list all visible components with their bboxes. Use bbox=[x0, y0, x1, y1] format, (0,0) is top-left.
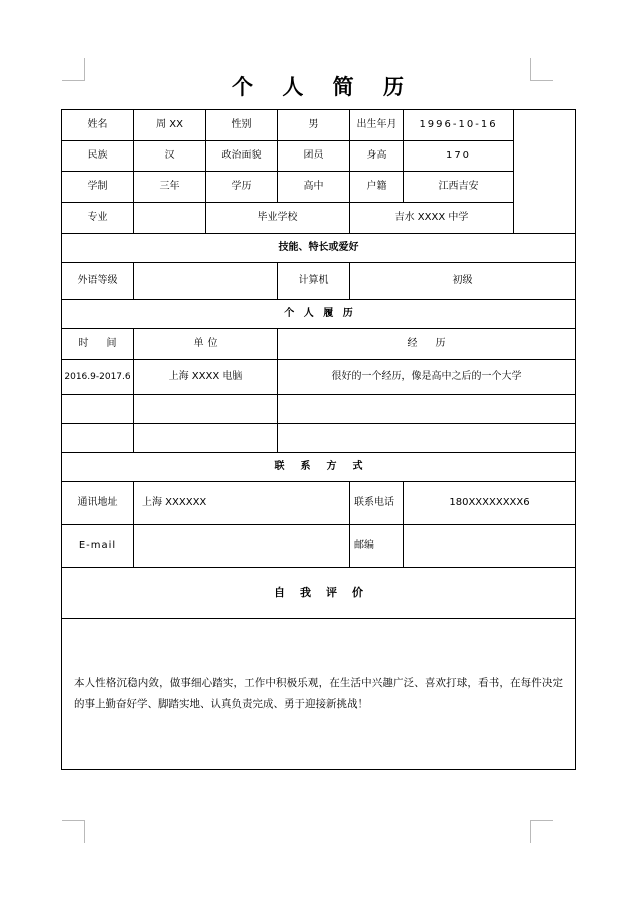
evaluation-body-cell[interactable] bbox=[62, 619, 576, 770]
label-household-registration: 户籍 bbox=[350, 172, 404, 203]
label-foreign-language-level: 外语等级 bbox=[62, 263, 134, 300]
section-heading-experience-label: 个 人 履 历 bbox=[62, 300, 576, 329]
section-heading-skills bbox=[62, 234, 576, 263]
value-experience-time[interactable] bbox=[62, 395, 134, 424]
photo-placeholder-cell[interactable] bbox=[514, 110, 576, 234]
value-computer-skill[interactable]: 初级 bbox=[350, 263, 576, 300]
value-education[interactable]: 高中 bbox=[278, 172, 350, 203]
section-heading-experience bbox=[62, 300, 576, 329]
resume-table bbox=[61, 109, 576, 770]
value-household-registration[interactable]: 江西吉安 bbox=[404, 172, 514, 203]
page-title: 个 人 简 历 bbox=[232, 74, 415, 99]
label-major: 专业 bbox=[62, 203, 134, 234]
label-birth-date: 出生年月 bbox=[350, 110, 404, 141]
label-height: 身高 bbox=[350, 141, 404, 172]
section-heading-skills-label: 技能、特长或爱好 bbox=[62, 234, 576, 263]
label-postcode: 邮编 bbox=[350, 525, 404, 568]
table-row bbox=[62, 203, 576, 234]
value-foreign-language-level[interactable] bbox=[134, 263, 278, 300]
label-email: E-mail bbox=[62, 525, 134, 568]
section-heading-evaluation bbox=[62, 568, 576, 619]
value-school-system[interactable]: 三年 bbox=[134, 172, 206, 203]
value-phone[interactable]: 180XXXXXXXX6 bbox=[404, 482, 576, 525]
label-political-status: 政治面貌 bbox=[206, 141, 278, 172]
value-gender[interactable]: 男 bbox=[278, 110, 350, 141]
table-row bbox=[62, 424, 576, 453]
value-experience-unit[interactable] bbox=[134, 395, 278, 424]
label-address: 通讯地址 bbox=[62, 482, 134, 525]
resume-table-wrapper bbox=[61, 109, 575, 770]
table-row bbox=[62, 395, 576, 424]
value-experience-detail[interactable]: 很好的一个经历，像是高中之后的一个大学 bbox=[278, 360, 576, 395]
section-heading-contact bbox=[62, 453, 576, 482]
crop-mark-bottom-right bbox=[530, 820, 553, 843]
value-name[interactable]: 周 XX bbox=[134, 110, 206, 141]
value-experience-unit[interactable]: 上海 XXXX 电脑 bbox=[134, 360, 278, 395]
value-postcode[interactable] bbox=[404, 525, 576, 568]
value-graduation-school[interactable]: 吉水 XXXX 中学 bbox=[350, 203, 514, 234]
label-education: 学历 bbox=[206, 172, 278, 203]
value-experience-detail[interactable] bbox=[278, 424, 576, 453]
value-experience-unit[interactable] bbox=[134, 424, 278, 453]
value-experience-detail[interactable] bbox=[278, 395, 576, 424]
value-address[interactable]: 上海 XXXXXX bbox=[134, 482, 350, 525]
value-height[interactable]: 170 bbox=[404, 141, 514, 172]
value-major[interactable] bbox=[134, 203, 206, 234]
value-email[interactable] bbox=[134, 525, 350, 568]
table-row bbox=[62, 360, 576, 395]
label-name: 姓名 bbox=[62, 110, 134, 141]
column-header-time: 时 间 bbox=[62, 329, 134, 360]
section-heading-contact-label: 联 系 方 式 bbox=[62, 453, 576, 482]
label-ethnicity: 民族 bbox=[62, 141, 134, 172]
column-header-detail: 经 历 bbox=[278, 329, 576, 360]
value-experience-time[interactable] bbox=[62, 424, 134, 453]
label-phone: 联系电话 bbox=[350, 482, 404, 525]
label-graduation-school: 毕业学校 bbox=[206, 203, 350, 234]
crop-mark-bottom-left bbox=[62, 820, 85, 843]
evaluation-body-row bbox=[62, 619, 576, 770]
table-row bbox=[62, 172, 576, 203]
table-row bbox=[62, 263, 576, 300]
value-political-status[interactable]: 团员 bbox=[278, 141, 350, 172]
label-computer-skill: 计算机 bbox=[278, 263, 350, 300]
table-row bbox=[62, 525, 576, 568]
table-row bbox=[62, 482, 576, 525]
table-row bbox=[62, 110, 576, 141]
value-birth-date[interactable]: 1996-10-16 bbox=[404, 110, 514, 141]
label-gender: 性别 bbox=[206, 110, 278, 141]
table-row bbox=[62, 141, 576, 172]
evaluation-body-text: 本人性格沉稳内敛，做事细心踏实，工作中积极乐观，在生活中兴趣广泛、喜欢打球，看书，在每件决定的事上勤奋好学、脚踏实地、认真负责完成、勇于迎接新挑战！ bbox=[74, 677, 563, 710]
column-header-unit: 单位 bbox=[134, 329, 278, 360]
value-ethnicity[interactable]: 汉 bbox=[134, 141, 206, 172]
label-school-system: 学制 bbox=[62, 172, 134, 203]
table-header-row bbox=[62, 329, 576, 360]
value-experience-time[interactable]: 2016.9-2017.6 bbox=[62, 360, 134, 395]
section-heading-evaluation-label: 自 我 评 价 bbox=[62, 568, 576, 619]
